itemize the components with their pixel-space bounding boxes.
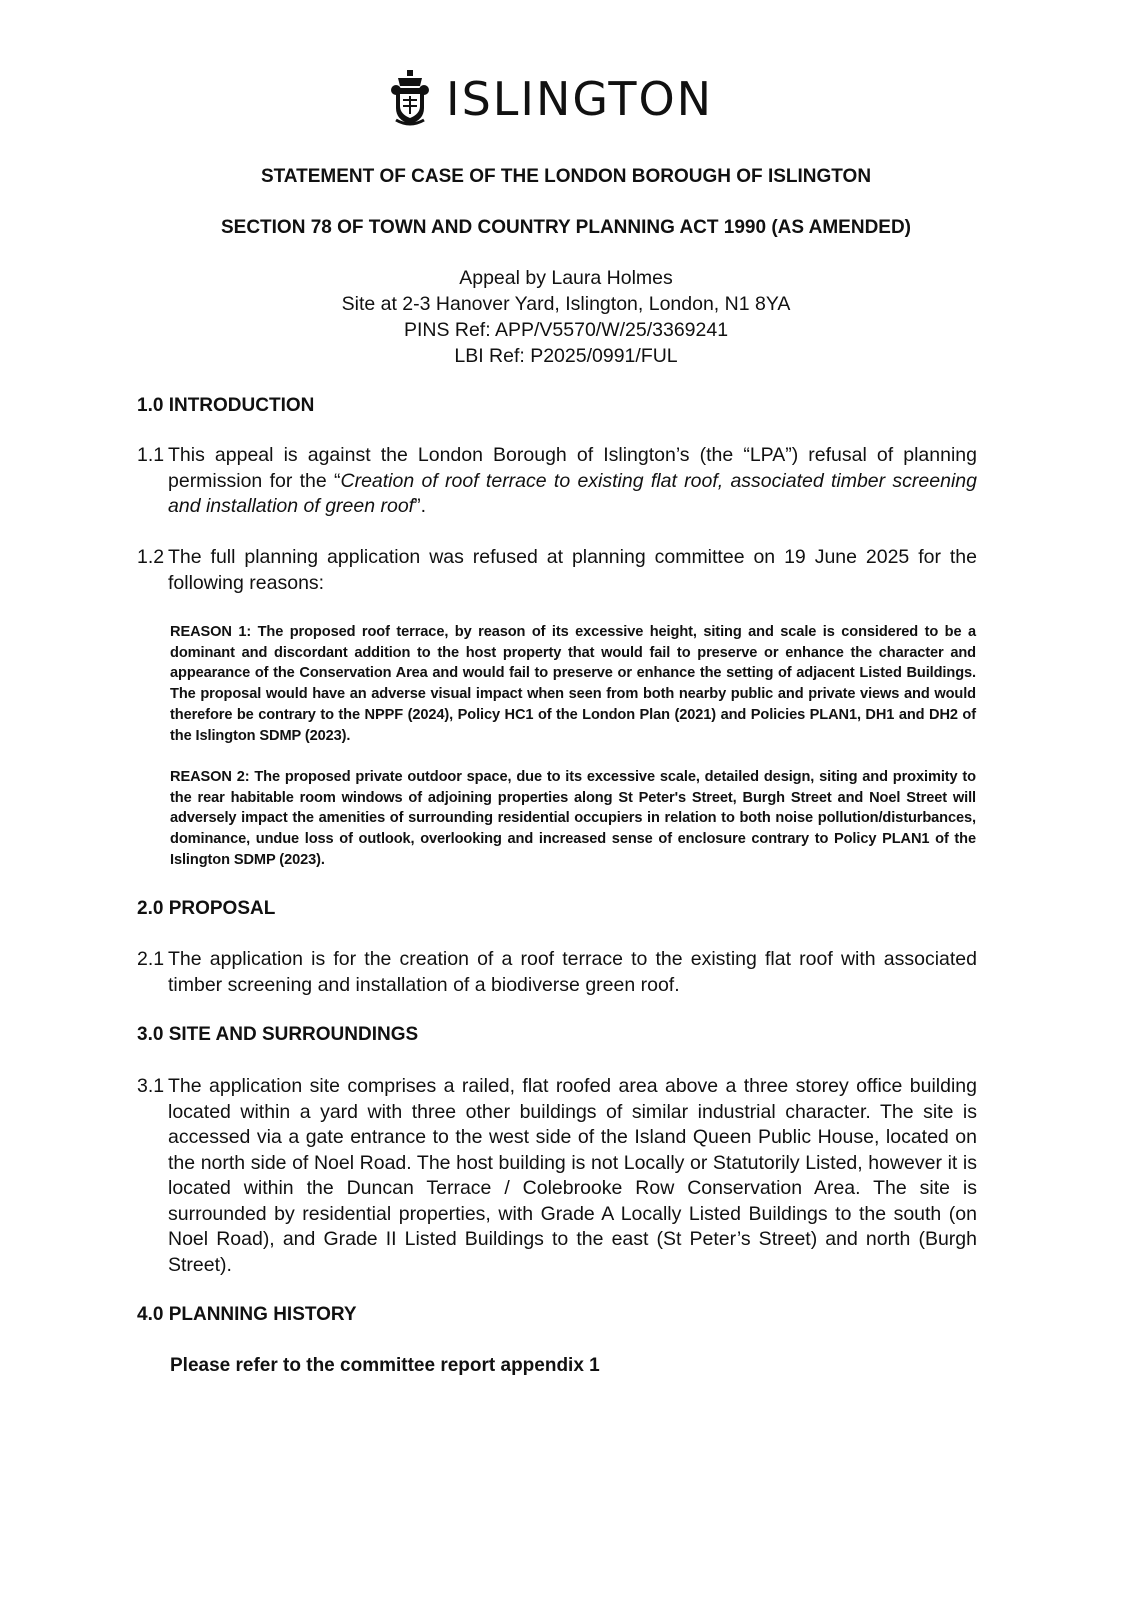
paragraph-text: The application site comprises a railed, flat roofed area above a three storey office building located within a yard with three other buildings of similar industrial character. The site is accessed via a gate entrance to the west side of the Island Queen Public House, located on the north side of Noel Road. The host building is not Locally or Statutorily Listed, however it is located within the Duncan Terrace / Colebrooke Row Conservation Area. The site is surrounded by residential properties, with Grade A Locally Listed Buildings to the south (on Noel Road), and Grade II Listed Buildings to the east (St Peter’s Street) and north (Burgh Street). — [168, 1075, 977, 1276]
heading-planning-history: 4.0 PLANNING HISTORY — [137, 1304, 357, 1325]
paragraph-number: 1.1 — [137, 444, 165, 466]
paragraph-number: 3.1 — [137, 1075, 165, 1097]
heading-proposal: 2.0 PROPOSAL — [137, 898, 276, 919]
document-subtitle: SECTION 78 OF TOWN AND COUNTRY PLANNING ACT 1990 (AS AMENDED) — [220, 217, 912, 238]
paragraph-3-1 — [137, 1074, 977, 1278]
site-address: Site at 2-3 Hanover Yard, Islington, London, N1 8YA — [341, 293, 791, 315]
paragraph-text-end: ”. — [414, 495, 427, 517]
heading-introduction: 1.0 INTRODUCTION — [137, 395, 315, 416]
islington-logo — [390, 70, 713, 128]
application-description: Creation of roof terrace to existing flat roof, associated timber screening and installation of green roof — [168, 469, 977, 517]
paragraph-text: The full planning application was refused at planning committee on 19 June 2025 for the following reasons: — [168, 546, 977, 594]
paragraph-2-1 — [137, 947, 977, 998]
paragraph-text: This appeal is against the London Borough of Islington’s (the “LPA”) refusal of planning permission for the “ — [168, 444, 977, 492]
refusal-reason-1: REASON 1: The proposed roof terrace, by reason of its excessive height, siting and scale is considered to be a dominant and discordant addition to the host property that would fail to preserve or enhance the character and appearance of the Conservation Area and would fail to preserve or enhance the setting of adjacent Listed Buildings. The proposal would have an adverse visual impact when seen from both nearby public and private views and would therefore be contrary to the NPPF (2024), Policy HC1 of the London Plan (2021) and Policies PLAN1, DH1 and DH2 of the Islington SDMP (2023). — [170, 624, 976, 744]
planning-history-note: Please refer to the committee report appendix 1 — [170, 1355, 600, 1376]
logo-text: ISLINGTON — [446, 72, 714, 126]
appeal-by: Appeal by Laura Holmes — [459, 267, 673, 289]
pins-ref: PINS Ref: APP/V5570/W/25/3369241 — [403, 319, 729, 341]
paragraph-text: The application is for the creation of a roof terrace to the existing flat roof with associated timber screening and installation of a biodiverse green roof. — [168, 948, 977, 996]
heading-site-surroundings: 3.0 SITE AND SURROUNDINGS — [137, 1024, 419, 1045]
lbi-ref: LBI Ref: P2025/0991/FUL — [454, 345, 678, 367]
crest-icon — [390, 70, 430, 128]
document-title: STATEMENT OF CASE OF THE LONDON BOROUGH OF ISLINGTON — [260, 166, 872, 187]
appeal-details — [0, 265, 1132, 369]
paragraph-1-2 — [137, 545, 977, 596]
paragraph-1-1 — [137, 443, 977, 520]
paragraph-number: 2.1 — [137, 948, 165, 970]
paragraph-number: 1.2 — [137, 546, 165, 568]
refusal-reason-2: REASON 2: The proposed private outdoor space, due to its excessive scale, detailed design, siting and proximity to the rear habitable room windows of adjoining properties along St Peter's Street, Burgh Street and Noel Street will adversely impact the amenities of surrounding residential occupiers in relation to both noise pollution/disturbances, dominance, undue loss of outlook, overlooking and increased sense of enclosure contrary to Policy PLAN1 of the Islington SDMP (2023). — [170, 769, 976, 868]
